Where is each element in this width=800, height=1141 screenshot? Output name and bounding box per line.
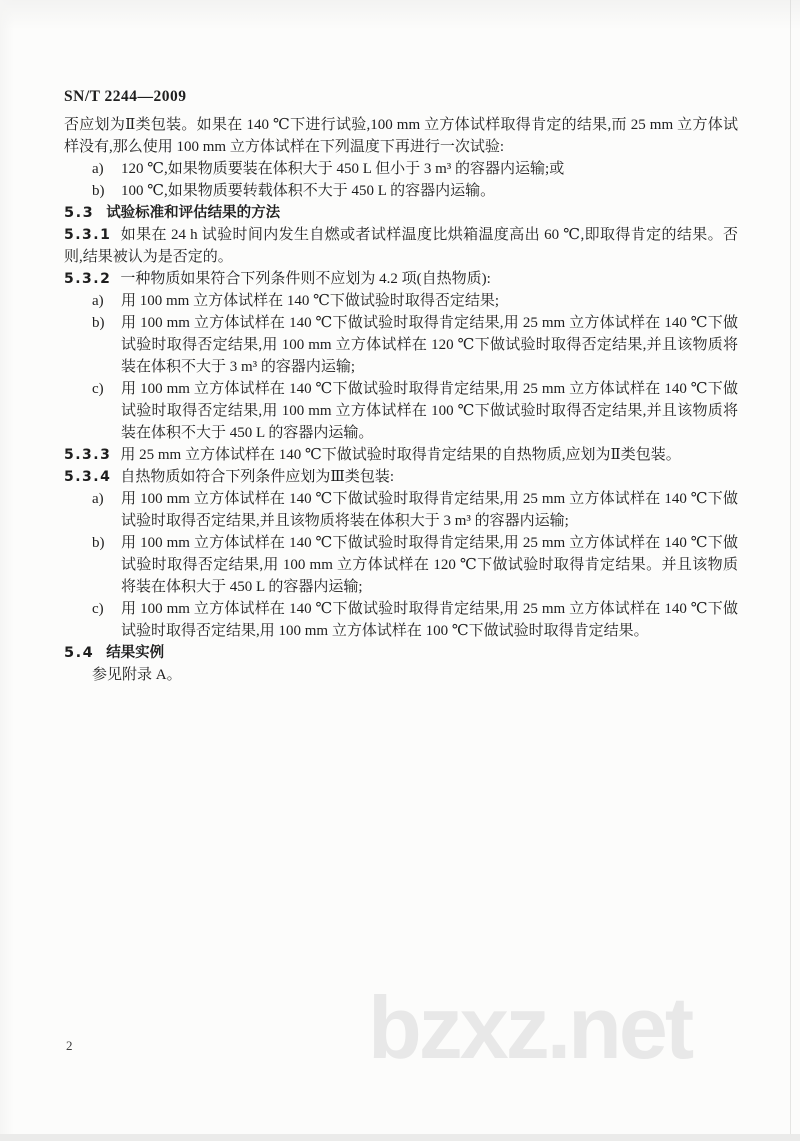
clause-5-3-1	[64, 224, 738, 268]
list-item-text: 120 ℃,如果物质要装在体积大于 450 L 但小于 3 m³ 的容器内运输;或	[121, 161, 565, 177]
clause-number: 5.3.2	[64, 271, 112, 287]
standard-number: SN/T 2244—2009	[64, 88, 187, 105]
list-marker: c)	[92, 381, 104, 397]
section-heading-5-4	[64, 642, 738, 664]
watermark-text: bzxz.net	[368, 978, 692, 1077]
list-marker: b)	[92, 315, 105, 331]
scan-edge-bottom-strip	[0, 1134, 800, 1141]
list-item-text: 100 ℃,如果物质要转载体积不大于 450 L 的容器内运输。	[121, 183, 496, 199]
clause-5-3-3	[64, 444, 738, 466]
clause-5-4-text: 参见附录 A。	[92, 667, 182, 683]
list-marker: c)	[92, 601, 104, 617]
clause-number: 5.3.4	[64, 469, 112, 485]
list-item-text: 用 100 mm 立方体试样在 140 ℃下做试验时取得肯定结果,用 25 mm 立方体试样在 140 ℃下做试验时取得否定结果,并且该物质将装在体积大于 3 m³ 的容器内运输;	[121, 491, 738, 529]
section-heading-5-3	[64, 202, 738, 224]
section-title: 试验标准和评估结果的方法	[106, 205, 281, 221]
page-content	[64, 86, 738, 686]
list-item	[64, 180, 738, 202]
section-title: 结果实例	[106, 645, 165, 661]
clause-text: 一种物质如果符合下列条件则不应划为 4.2 项(自热物质):	[120, 271, 491, 287]
section-number: 5.3	[64, 205, 95, 221]
clause-number: 5.3.1	[64, 227, 112, 243]
scan-edge-right-line	[790, 0, 791, 1134]
list-marker: b)	[92, 183, 105, 199]
list-item-text: 用 100 mm 立方体试样在 140 ℃下做试验时取得肯定结果,用 25 mm 立方体试样在 140 ℃下做试验时取得否定结果,用 100 mm 立方体试样在 120 ℃下做试验时取得肯定结果。并且该物质将装在体积大于 450 L 的容器内运输;	[121, 535, 738, 595]
clause-number: 5.3.3	[64, 447, 112, 463]
list-item-text: 用 100 mm 立方体试样在 140 ℃下做试验时取得肯定结果,用 25 mm 立方体试样在 140 ℃下做试验时取得否定结果,用 100 mm 立方体试样在 100 ℃下做试验时取得肯定结果。	[121, 601, 738, 639]
list-marker: a)	[92, 161, 104, 177]
list-marker: a)	[92, 293, 104, 309]
section-number: 5.4	[64, 645, 95, 661]
list-item-text: 用 100 mm 立方体试样在 140 ℃下做试验时取得肯定结果,用 25 mm 立方体试样在 140 ℃下做试验时取得否定结果,用 100 mm 立方体试样在 100 ℃下做试验时取得否定结果,并且该物质将装在体积不大于 450 L 的容器内运输。	[121, 381, 738, 441]
list-item	[64, 290, 738, 312]
list-item	[64, 312, 738, 378]
clause-text: 如果在 24 h 试验时间内发生自燃或者试样温度比烘箱温度高出 60 ℃,即取得肯定的结果。否则,结果被认为是否定的。	[64, 227, 738, 265]
scan-edge-top-shade	[0, 0, 800, 30]
clause-text: 用 25 mm 立方体试样在 140 ℃下做试验时取得肯定结果的自热物质,应划为Ⅱ类包装。	[120, 447, 681, 463]
list-marker: a)	[92, 491, 104, 507]
list-item	[64, 598, 738, 642]
page-number: 2	[66, 1038, 73, 1053]
list-marker: b)	[92, 535, 105, 551]
list-item	[64, 158, 738, 180]
scan-edge-left-shade	[0, 0, 14, 1141]
list-item	[64, 488, 738, 532]
list-item	[64, 378, 738, 444]
intro-paragraph: 否应划为Ⅱ类包装。如果在 140 ℃下进行试验,100 mm 立方体试样取得肯定的结果,而 25 mm 立方体试样没有,那么使用 100 mm 立方体试样在下列温度下再进行一次试验:	[64, 117, 738, 155]
clause-text: 自热物质如符合下列条件应划为Ⅲ类包装:	[120, 469, 395, 485]
clause-5-3-4	[64, 466, 738, 488]
list-item-text: 用 100 mm 立方体试样在 140 ℃下做试验时取得否定结果;	[121, 293, 500, 309]
clause-5-3-2	[64, 268, 738, 290]
list-item-text: 用 100 mm 立方体试样在 140 ℃下做试验时取得肯定结果,用 25 mm 立方体试样在 140 ℃下做试验时取得否定结果,用 100 mm 立方体试样在 120 ℃下做试验时取得否定结果,并且该物质将装在体积不大于 3 m³ 的容器内运输;	[121, 315, 738, 375]
list-item	[64, 532, 738, 598]
